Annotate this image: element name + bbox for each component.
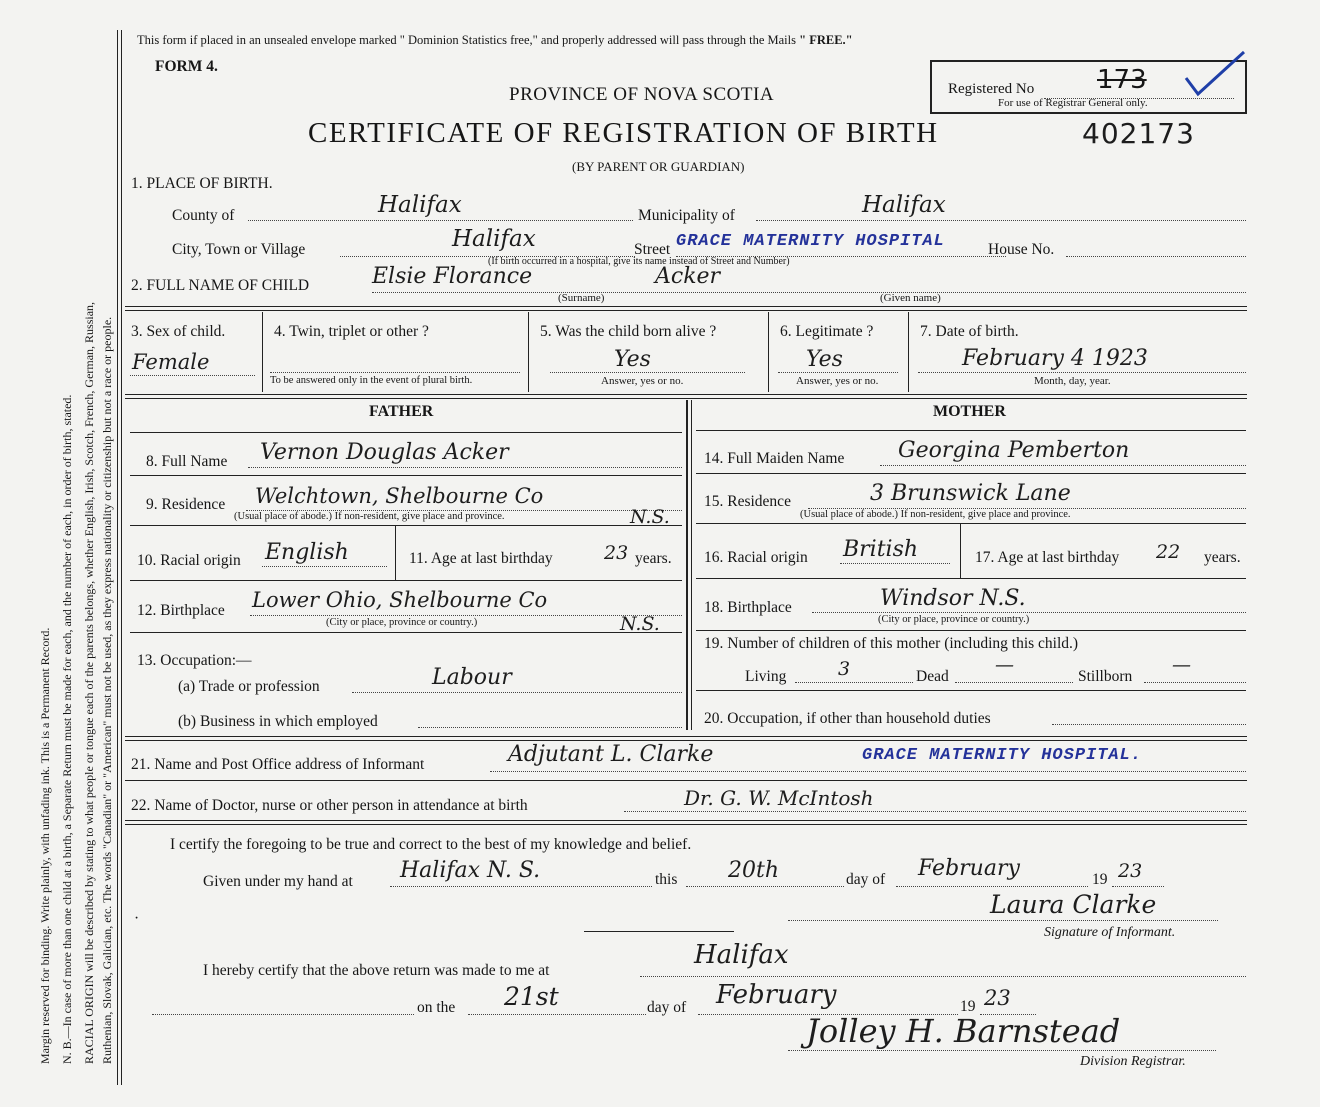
informant-sig-line <box>788 920 1218 921</box>
margin-note-2: N. B.—In case of more than one child at a birth, a Separate Return must be made for each, and the number of each, in order of birth, stated. <box>60 394 74 1064</box>
stillborn-value: — <box>1172 654 1191 676</box>
rule-m4 <box>696 578 1246 579</box>
mother-birth-value: Windsor N.S. <box>880 586 1026 611</box>
rule-f2 <box>130 475 682 476</box>
father-business-label: (b) Business in which employed <box>178 713 378 730</box>
mother-birth-line <box>812 612 1246 613</box>
father-name-label: 8. Full Name <box>146 453 228 470</box>
registrar-line: I hereby certify that the above return was made to me at <box>203 962 550 979</box>
alive-note: Answer, yes or no. <box>601 375 684 387</box>
father-age-label: 11. Age at last birthday <box>409 550 553 567</box>
mother-birth-label: 18. Birthplace <box>704 599 792 616</box>
rule-m2 <box>696 473 1246 474</box>
margin-note-3: RACIAL ORIGIN will be described by stating to what people or tongue each of the parents belongs, whether English, Irish, Scotch, French, German, Russian, <box>82 301 96 1064</box>
reg-month: February <box>716 980 837 1010</box>
stillborn-line <box>1144 682 1246 683</box>
col-div-1 <box>262 312 263 392</box>
father-res-value2: N.S. <box>630 506 670 528</box>
living-value: 3 <box>838 658 851 680</box>
county-label: County of <box>172 207 235 224</box>
mother-children-label: 19. Number of children of this mother (including this child.) <box>704 635 1079 652</box>
rule-m6 <box>696 690 1246 691</box>
child-surname-handwritten: Acker <box>655 264 721 289</box>
given-label: Given under my hand at <box>203 873 353 890</box>
short-rule <box>584 931 734 932</box>
child-given-handwritten: Elsie Florance <box>372 264 533 289</box>
sex-label: 3. Sex of child. <box>131 323 226 340</box>
rule-m1 <box>696 430 1246 431</box>
informant-address-stamp: GRACE MATERNITY HOSPITAL. <box>862 746 1143 765</box>
mother-name-value: Georgina Pemberton <box>898 438 1130 463</box>
year-prefix: 19 <box>1092 871 1108 888</box>
certificate-subtitle: (BY PARENT OR GUARDIAN) <box>572 159 745 174</box>
informant-signature-label: Signature of Informant. <box>1044 925 1176 940</box>
alive-label: 5. Was the child born alive ? <box>540 323 717 340</box>
reg-place: Halifax <box>694 940 789 970</box>
child-name-line <box>372 292 1246 293</box>
rule-f1 <box>130 432 682 433</box>
living-label: Living <box>745 668 787 685</box>
registered-label: Registered No <box>948 81 1035 97</box>
form-number: FORM 4. <box>155 58 218 75</box>
rule-informant <box>125 780 1247 781</box>
certify-line: I certify the foregoing to be true and correct to the best of my knowledge and belief. <box>170 836 692 853</box>
this-label: this <box>655 871 678 888</box>
father-res-label: 9. Residence <box>146 496 226 513</box>
father-years: years. <box>635 550 672 567</box>
county-line <box>248 220 633 221</box>
twin-note: To be answered only in the event of plural birth. <box>270 375 473 386</box>
father-birth-value: Lower Ohio, Shelbourne Co <box>252 588 548 612</box>
doctor-value: Dr. G. W. McIntosh <box>684 786 874 810</box>
rule-after-doctor <box>125 820 1247 825</box>
mother-race-value: British <box>843 537 919 562</box>
given-note: (Given name) <box>880 292 941 304</box>
reg-year-prefix: 19 <box>960 998 976 1015</box>
reg-dayof-label: day of <box>647 999 687 1016</box>
surname-note: (Surname) <box>558 292 605 304</box>
legitimate-label: 6. Legitimate ? <box>780 323 874 340</box>
father-age-value: 23 <box>604 542 629 564</box>
mail-notice-free: " FREE." <box>799 33 853 47</box>
registrar-label: Division Registrar. <box>1080 1054 1186 1069</box>
informant-signature: Laura Clarke <box>990 890 1157 919</box>
parents-divider-b <box>691 400 692 730</box>
street-label: Street <box>634 241 671 258</box>
father-trade-value: Labour <box>432 665 512 690</box>
rule-after-row3 <box>125 394 1247 399</box>
day-line <box>686 886 844 887</box>
certificate-title: CERTIFICATE OF REGISTRATION OF BIRTH <box>308 117 939 149</box>
rule-f5 <box>130 632 682 633</box>
mother-occupation-label: 20. Occupation, if other than household duties <box>704 710 991 727</box>
twin-line <box>270 372 520 373</box>
living-line <box>795 682 913 683</box>
registrar-sig-line <box>788 1050 1216 1051</box>
father-res-value: Welchtown, Shelbourne Co <box>255 484 544 508</box>
stillborn-label: Stillborn <box>1078 668 1133 685</box>
city-value: Halifax <box>452 226 536 252</box>
mother-age-value: 22 <box>1156 541 1181 563</box>
dead-value: — <box>995 654 1014 676</box>
mother-name-label: 14. Full Maiden Name <box>704 450 845 467</box>
margin-note-4: Ruthenian, Slovak, Galician, etc. The words "Canadian" or "American" must not be used, as they express nationality or citizenship but not a race or people. <box>100 316 114 1064</box>
informant-name: Adjutant L. Clarke <box>508 742 714 767</box>
mother-abode-note: (Usual place of abode.) If non-resident, give place and province. <box>800 509 1071 520</box>
doctor-label: 22. Name of Doctor, nurse or other person in attendance at birth <box>131 797 528 814</box>
father-occupation-label: 13. Occupation:— <box>137 652 252 669</box>
father-race-label: 10. Racial origin <box>137 552 241 569</box>
twin-label: 4. Twin, triplet or other ? <box>274 323 429 340</box>
dob-line <box>918 372 1246 373</box>
father-birth-value2: N.S. <box>620 613 660 635</box>
dob-label: 7. Date of birth. <box>920 323 1019 340</box>
rule-f3 <box>130 525 682 526</box>
reg-place-line <box>640 976 1246 977</box>
sex-value: Female <box>132 350 210 374</box>
rule-after-name <box>125 306 1247 311</box>
rule-f4 <box>130 580 682 581</box>
given-month: February <box>918 856 1020 881</box>
registered-value: 173 <box>1097 65 1147 95</box>
binding-rule <box>117 30 118 1085</box>
father-abode-note: (Usual place of abode.) If non-resident, give place and province. <box>234 511 505 522</box>
mother-age-label: 17. Age at last birthday <box>975 549 1120 566</box>
bullet-mark: · <box>134 910 140 927</box>
given-place-line <box>390 886 652 887</box>
municipality-value: Halifax <box>862 192 946 218</box>
informant-label: 21. Name and Post Office address of Informant <box>131 756 425 773</box>
col-div-2 <box>528 312 529 392</box>
registered-note: For use of Registrar General only. <box>998 97 1148 109</box>
father-business-line <box>418 727 682 728</box>
street-value-stamp: GRACE MATERNITY HOSPITAL <box>676 232 945 251</box>
father-name-line <box>248 467 682 468</box>
municipality-label: Municipality of <box>638 207 735 224</box>
col-div-4 <box>908 312 909 392</box>
mother-heading: MOTHER <box>933 403 1006 420</box>
reg-day-line <box>468 1014 646 1015</box>
province-heading: PROVINCE OF NOVA SCOTIA <box>509 84 775 105</box>
father-race-div <box>395 525 396 580</box>
dayof-label: day of <box>846 871 886 888</box>
house-label: House No. <box>988 241 1055 258</box>
given-year: 23 <box>1118 860 1143 882</box>
hospital-note: (If birth occurred in a hospital, give its name instead of Street and Number) <box>488 256 790 267</box>
rule-after-parents <box>125 736 1247 741</box>
father-trade-line <box>352 692 682 693</box>
mother-res-value: 3 Brunswick Lane <box>870 481 1071 506</box>
place-heading: 1. PLACE OF BIRTH. <box>131 175 273 192</box>
rule-m3 <box>696 523 1246 524</box>
father-birth-line <box>250 615 682 616</box>
dob-note: Month, day, year. <box>1034 375 1111 387</box>
onthe-label: on the <box>417 999 456 1016</box>
county-value: Halifax <box>378 192 462 218</box>
mother-res-label: 15. Residence <box>704 493 791 510</box>
given-place: Halifax N. S. <box>400 858 541 883</box>
reg-year: 23 <box>984 986 1011 1010</box>
municipality-line <box>756 220 1246 221</box>
father-race-value: English <box>265 540 349 565</box>
reg-day: 21st <box>504 982 559 1011</box>
informant-line <box>490 771 1246 772</box>
doctor-line <box>624 811 1246 812</box>
binding-rule-inner <box>121 30 122 1085</box>
dob-value: February 4 1923 <box>962 346 1148 371</box>
child-name-label: 2. FULL NAME OF CHILD <box>131 277 310 294</box>
father-city-note: (City or place, province or country.) <box>326 617 478 628</box>
mother-race-div <box>960 523 961 578</box>
father-birth-label: 12. Birthplace <box>137 602 225 619</box>
given-day: 20th <box>728 858 780 883</box>
parents-divider <box>686 400 688 730</box>
check-mark-icon <box>1182 48 1252 98</box>
father-name-value: Vernon Douglas Acker <box>260 440 509 465</box>
father-trade-label: (a) Trade or profession <box>178 678 320 695</box>
rule-m5 <box>696 630 1246 631</box>
house-line <box>1066 256 1246 257</box>
mother-race-label: 16. Racial origin <box>704 549 808 566</box>
legitimate-value: Yes <box>806 347 843 372</box>
margin-note-1: Margin reserved for binding. Write plainly, with unfading ink. This is a Permanent Record. <box>38 627 52 1064</box>
father-race-line <box>262 566 387 567</box>
mother-occupation-line <box>1052 724 1246 725</box>
registrar-signature: Jolley H. Barnstead <box>806 1012 1121 1050</box>
year-line <box>1112 886 1164 887</box>
registered-box <box>930 60 1247 114</box>
father-heading: FATHER <box>369 403 434 420</box>
registration-number-handwritten: 402173 <box>1082 117 1195 150</box>
mail-notice-text: This form if placed in an unsealed envelope marked " Dominion Statistics free," and properly addressed will pass through the Mails <box>137 33 796 47</box>
mother-years: years. <box>1204 549 1241 566</box>
mail-notice <box>137 33 853 48</box>
legitimate-note: Answer, yes or no. <box>796 375 879 387</box>
sex-line <box>130 375 255 376</box>
dead-line <box>955 682 1073 683</box>
mother-name-line <box>880 465 1246 466</box>
city-label: City, Town or Village <box>172 241 306 258</box>
col-div-3 <box>768 312 769 392</box>
dead-label: Dead <box>916 668 949 685</box>
onthe-left-line <box>152 1014 414 1015</box>
alive-line <box>550 372 745 373</box>
legitimate-line <box>778 372 898 373</box>
month-line <box>896 886 1088 887</box>
alive-value: Yes <box>614 347 651 372</box>
mother-city-note: (City or place, province or country.) <box>878 614 1030 625</box>
mother-race-line <box>840 563 950 564</box>
